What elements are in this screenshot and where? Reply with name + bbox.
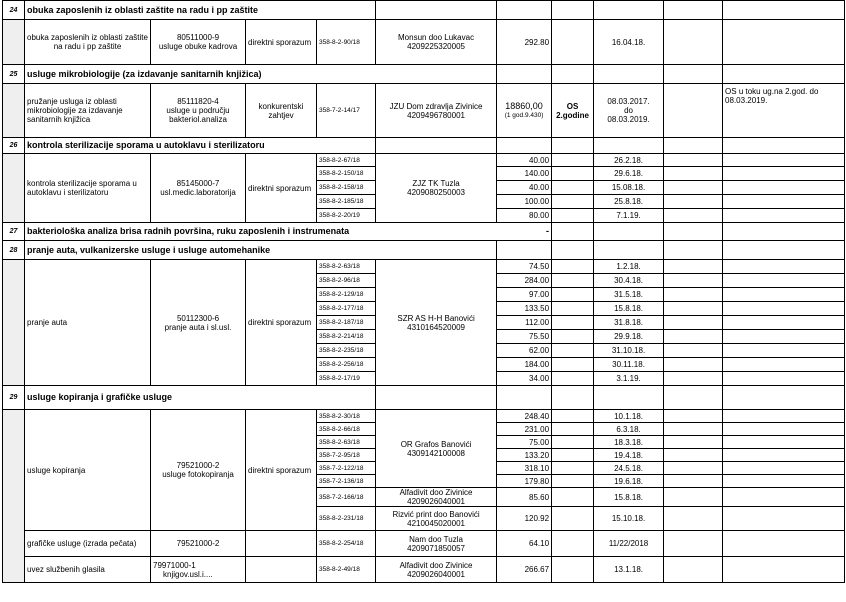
contract-date: 15.08.18. (594, 181, 664, 195)
section-header (3, 1, 845, 20)
contract-number: 358-8-2-30/18 (317, 410, 376, 423)
section-title: pranje auta, vulkanizerske usluge i usluge automehanike (25, 241, 497, 260)
contract-value: 292.80 (497, 20, 552, 65)
service-name: kontrola sterilizacije sporama u autoklavu i sterilizatoru (25, 154, 151, 223)
contract-number: 358-8-2-235/18 (317, 344, 376, 358)
contract-number: 358-7-2-14/17 (317, 84, 376, 138)
contract-value: 75.50 (497, 330, 552, 344)
contract-number: 358-8-2-254/18 (317, 531, 376, 557)
section-number: 24 (3, 1, 25, 20)
section-header (3, 138, 845, 154)
contract-value: 266.67 (497, 557, 552, 583)
contract-number: 358-8-2-66/18 (317, 423, 376, 436)
supplier-id: 4209496780001 (407, 110, 465, 120)
type-cell (552, 84, 594, 138)
cpv-code: 50112300-6 (176, 313, 220, 323)
table-row (3, 154, 845, 167)
contract-date: 15.8.18. (594, 302, 664, 316)
service-name: pružanje usluga iz oblasti mikrobiologije za izdavanje sanitarnih knjižica (25, 84, 151, 138)
supplier-name: Rizvić print doo Banovići (392, 509, 480, 519)
supplier-name: ZJZ TK Tuzla (412, 179, 460, 188)
procedure: direktni sporazum (246, 154, 317, 223)
section-header (3, 241, 845, 260)
supplier-id: 4310164520009 (407, 322, 465, 332)
section-number: 25 (3, 65, 25, 84)
section-title: usluge kopiranja i grafičke usluge (25, 386, 376, 410)
service-name: obuka zaposlenih iz oblasti zaštite na radu i pp zaštite (25, 20, 151, 65)
contract-date: 29.6.18. (594, 167, 664, 181)
procedure: direktni sporazum (246, 410, 317, 531)
contract-date: 6.3.18. (594, 423, 664, 436)
cpv-code: 79521000-2 (176, 461, 220, 470)
contract-value: 318.10 (497, 462, 552, 475)
supplier-name: Nam doo Tuzla (409, 534, 463, 544)
supplier-cell (376, 260, 497, 386)
contract-value: - (546, 226, 550, 236)
section-number: 28 (3, 241, 25, 260)
contract-date: 31.10.18. (594, 344, 664, 358)
section-header (3, 65, 845, 84)
contract-number: 358-8-2-90/18 (317, 20, 376, 65)
cpv-code: 85145000-7 (176, 179, 220, 188)
contract-date: 25.8.18. (594, 195, 664, 209)
supplier-cell (376, 20, 497, 65)
table-row (3, 84, 845, 138)
contract-date: 19.4.18. (594, 449, 664, 462)
cpv-description: knjigov.usl.i.... (163, 569, 213, 579)
contract-number: 358-7-2-136/18 (317, 475, 376, 488)
contract-value: 64.10 (497, 531, 552, 557)
contract-number: 358-7-2-95/18 (317, 449, 376, 462)
contract-value: 112.00 (497, 316, 552, 330)
contract-number: 358-7-2-122/18 (317, 462, 376, 475)
contract-value: 179.80 (497, 475, 552, 488)
date-from: 08.03.2017. (607, 97, 650, 106)
procedure: direktni sporazum (246, 20, 317, 65)
contract-number: 358-8-2-17/19 (317, 372, 376, 386)
table-row (3, 20, 845, 65)
contract-number: 358-8-2-96/18 (317, 274, 376, 288)
service-name: pranje auta (25, 260, 151, 386)
service-name: usluge kopiranja (25, 410, 151, 531)
contract-date: 15.10.18. (594, 507, 664, 531)
supplier-name: Alfadivit doo Zivinice (399, 488, 473, 497)
contract-number: 358-8-2-67/18 (317, 154, 376, 167)
contract-number: 358-8-2-158/18 (317, 181, 376, 195)
procedure: direktni sporazum (246, 260, 317, 386)
contract-number: 358-8-2-256/18 (317, 358, 376, 372)
supplier-cell (376, 488, 497, 507)
supplier-cell (376, 531, 497, 557)
contract-number: 358-8-2-177/18 (317, 302, 376, 316)
cpv-cell (151, 260, 246, 386)
section-header (3, 386, 845, 410)
supplier-cell (376, 84, 497, 138)
contract-number: 358-8-2-129/18 (317, 288, 376, 302)
supplier-id: 4209071850057 (407, 543, 465, 553)
section-number: 27 (3, 223, 25, 241)
section-title: kontrola sterilizacije sporama u autoklavu i sterilizatoru (25, 138, 376, 154)
contract-number: 358-8-2-20/19 (317, 209, 376, 223)
contract-number: 358-8-2-187/18 (317, 316, 376, 330)
contract-number: 358-8-2-63/18 (317, 436, 376, 449)
contract-date: 26.2.18. (594, 154, 664, 167)
cpv-code: 79521000-2 (151, 531, 246, 557)
supplier-name: Monsun doo Lukavac (398, 33, 475, 42)
section-title (25, 223, 552, 241)
contract-number: 358-8-2-214/18 (317, 330, 376, 344)
supplier-id: 4209225320005 (407, 42, 465, 51)
cpv-cell (151, 410, 246, 531)
cpv-description: usluge fotokopiranja (162, 470, 234, 479)
contract-value: 40.00 (497, 181, 552, 195)
supplier-name: JZU Dom zdravlja Zivinice (389, 101, 483, 111)
table-row (3, 557, 845, 583)
contract-value: 85.60 (497, 488, 552, 507)
table-row (3, 531, 845, 557)
contract-value: 248.40 (497, 410, 552, 423)
cpv-cell (151, 20, 246, 65)
contract-value: 18860,00 (505, 100, 543, 111)
contract-date: 30.11.18. (594, 358, 664, 372)
contract-date: 19.6.18. (594, 475, 664, 488)
contract-number: 358-7-2-166/18 (317, 488, 376, 507)
value-note: (1 god.9.430) (504, 111, 544, 119)
supplier-id: 4309142100008 (407, 448, 465, 458)
cpv-description: usluge u području bakteriol.analiza (166, 106, 230, 124)
supplier-id: 4209080250003 (407, 188, 465, 197)
contract-number: 358-8-2-63/18 (317, 260, 376, 274)
contract-value: 133.20 (497, 449, 552, 462)
contract-date: 13.1.18. (594, 557, 664, 583)
contract-value: 34.00 (497, 372, 552, 386)
contract-date: 16.04.18. (594, 20, 664, 65)
contract-value: 74.50 (497, 260, 552, 274)
cpv-cell (151, 557, 246, 583)
contract-number: 358-8-2-185/18 (317, 195, 376, 209)
section-title: obuka zaposlenih iz oblasti zaštite na radu i pp zaštite (25, 1, 376, 20)
service-name: uvez službenih glasila (25, 557, 151, 583)
contract-date: 29.9.18. (594, 330, 664, 344)
supplier-id: 4209026040001 (407, 569, 465, 579)
supplier-id: 4209026040001 (407, 497, 465, 506)
cpv-description: usl.medic.laboratorija (160, 188, 236, 197)
contract-date: 11/22/2018 (594, 531, 664, 557)
service-name: grafičke usluge (izrada pečata) (25, 531, 151, 557)
contract-value: 231.00 (497, 423, 552, 436)
agreement-type: OS (566, 101, 579, 111)
contract-date: 24.5.18. (594, 462, 664, 475)
contract-number: 358-8-2-150/18 (317, 167, 376, 181)
cpv-code: 79971000-1 (153, 560, 196, 570)
contract-value: 97.00 (497, 288, 552, 302)
contract-value-cell (497, 84, 552, 138)
table-row (3, 260, 845, 274)
contract-value: 80.00 (497, 209, 552, 223)
date-to: 08.03.2019. (607, 115, 650, 124)
supplier-cell (376, 410, 497, 488)
section-title-text: bakteriološka analiza brisa radnih površina, ruku zaposlenih i instrumenata (27, 226, 350, 236)
contract-value: 133.50 (497, 302, 552, 316)
cpv-cell (151, 84, 246, 138)
date-cell (594, 84, 664, 138)
cpv-code: 80511000-9 (176, 33, 220, 42)
cpv-cell (151, 154, 246, 223)
contract-date: 18.3.18. (594, 436, 664, 449)
section-title: usluge mikrobiologije (za izdavanje sanitarnih knjižica) (25, 65, 497, 84)
cpv-description: usluge obuke kadrova (158, 42, 238, 51)
procedure: konkurentski zahtjev (246, 84, 317, 138)
note: OS u toku ug.na 2.god. do 08.03.2019. (723, 84, 845, 138)
supplier-cell (376, 154, 497, 223)
contract-value: 40.00 (497, 154, 552, 167)
cpv-description: pranje auta i sl.usl. (164, 322, 232, 332)
contract-date: 31.5.18. (594, 288, 664, 302)
agreement-duration: 2.godine (556, 110, 589, 120)
contract-value: 140.00 (497, 167, 552, 181)
date-to-label: do (624, 106, 633, 115)
cpv-code: 85111820-4 (177, 97, 219, 106)
contract-date: 7.1.19. (594, 209, 664, 223)
contract-value: 100.00 (497, 195, 552, 209)
contract-date: 31.8.18. (594, 316, 664, 330)
contract-number: 358-8-2-49/18 (317, 557, 376, 583)
contract-value: 75.00 (497, 436, 552, 449)
procurement-table (2, 0, 845, 583)
contract-value: 184.00 (497, 358, 552, 372)
contract-value: 120.92 (497, 507, 552, 531)
contract-value: 62.00 (497, 344, 552, 358)
supplier-cell (376, 507, 497, 531)
contract-value: 284.00 (497, 274, 552, 288)
section-number: 26 (3, 138, 25, 154)
contract-date: 15.8.18. (594, 488, 664, 507)
section-number: 29 (3, 386, 25, 410)
contract-date: 10.1.18. (594, 410, 664, 423)
contract-number: 358-8-2-231/18 (317, 507, 376, 531)
supplier-id: 4210045020001 (407, 518, 465, 528)
supplier-name: Alfadivit doo Zivinice (399, 560, 473, 570)
supplier-cell (376, 557, 497, 583)
supplier-name: SZR AS H-H Banovići (397, 313, 475, 323)
contract-date: 3.1.19. (594, 372, 664, 386)
section-header (3, 223, 845, 241)
table-row (3, 410, 845, 423)
supplier-name: OR Grafos Banovići (400, 439, 472, 449)
contract-date: 30.4.18. (594, 274, 664, 288)
contract-date: 1.2.18. (594, 260, 664, 274)
